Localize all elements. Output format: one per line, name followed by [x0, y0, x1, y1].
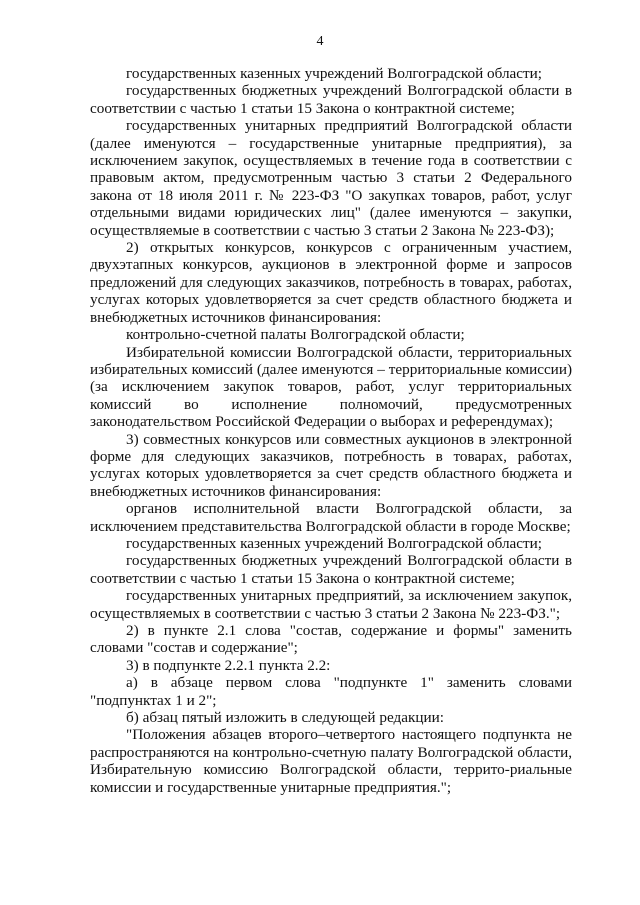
- paragraph-13: 3) в подпункте 2.2.1 пункта 2.2:: [126, 656, 331, 674]
- paragraph-1: государственных казенных учреждений Волгоградской области;: [126, 65, 542, 82]
- paragraph-2: государственных бюджетных учреждений Волгоградской области в соответствии с частью 1 статьи 15 Закона о контрактной системе;: [90, 82, 572, 117]
- document-body: [90, 65, 572, 796]
- paragraph-16: "Положения абзацев второго–четвертого настоящего подпункта не распространяются на контрольно-счетную палату Волгоградской области, Избирательную комиссию Волгоградской области, террито-риальные комиссии и государственные унитарные предприятия.";: [90, 726, 572, 796]
- paragraph-14: а) в абзаце первом слова "подпункте 1" заменить словами "подпунктах 1 и 2";: [90, 674, 572, 709]
- paragraph-5: контрольно-счетной палаты Волгоградской области;: [126, 326, 465, 344]
- paragraph-8: органов исполнительной власти Волгоградской области, за исключением представительства Волгоградской области в городе Москве;: [90, 500, 572, 535]
- paragraph-3: государственных унитарных предприятий Волгоградской области (далее именуются – государственные унитарные предприятия), за исключением закупок, осуществляемых в течение года в соответствии с правовым актом, предусмотренным частью 3 статьи 2 Федерального закона от 18 июля 2011 г. № 223-ФЗ "О закупках товаров, работ, услуг отдельными видами юридических лиц" (далее именуются – закупки, осуществляемые в соответствии с частью 3 статьи 2 Закона № 223-ФЗ);: [90, 117, 572, 239]
- paragraph-11: государственных унитарных предприятий, за исключением закупок, осуществляемых в соответствии с частью 3 статьи 2 Закона № 223-ФЗ.";: [90, 587, 572, 622]
- paragraph-9: государственных казенных учреждений Волгоградской области;: [126, 534, 542, 552]
- page-number: 4: [316, 34, 324, 49]
- paragraph-6: Избирательной комиссии Волгоградской области, территориальных избирательных комиссий (далее именуются – территориальные комиссии) (за исключением закупок товаров, работ, услуг территориальных комиссий во исполнение полномочий, предусмотренных законодательством Российской Федерации о выборах и референдумах);: [90, 343, 572, 431]
- paragraph-12: 2) в пункте 2.1 слова "состав, содержание и формы" заменить словами "состав и содержание";: [90, 622, 572, 657]
- paragraph-15: б) абзац пятый изложить в следующей редакции:: [126, 709, 444, 727]
- paragraph-7: 3) совместных конкурсов или совместных аукционов в электронной форме для следующих заказчиков, потребность в товарах, работах, услугах которых удовлетворяется за счет средств областного бюджета и внебюджетных источников финансирования:: [90, 430, 572, 500]
- paragraph-10: государственных бюджетных учреждений Волгоградской области в соответствии с частью 1 статьи 15 Закона о контрактной системе;: [90, 552, 572, 587]
- paragraph-4: 2) открытых конкурсов, конкурсов с ограниченным участием, двухэтапных конкурсов, аукционов в электронной форме и запросов предложений для следующих заказчиков, потребность в товарах, работах, услугах которых удовлетворяется за счет средств областного бюджета и внебюджетных источников финансирования:: [90, 239, 572, 326]
